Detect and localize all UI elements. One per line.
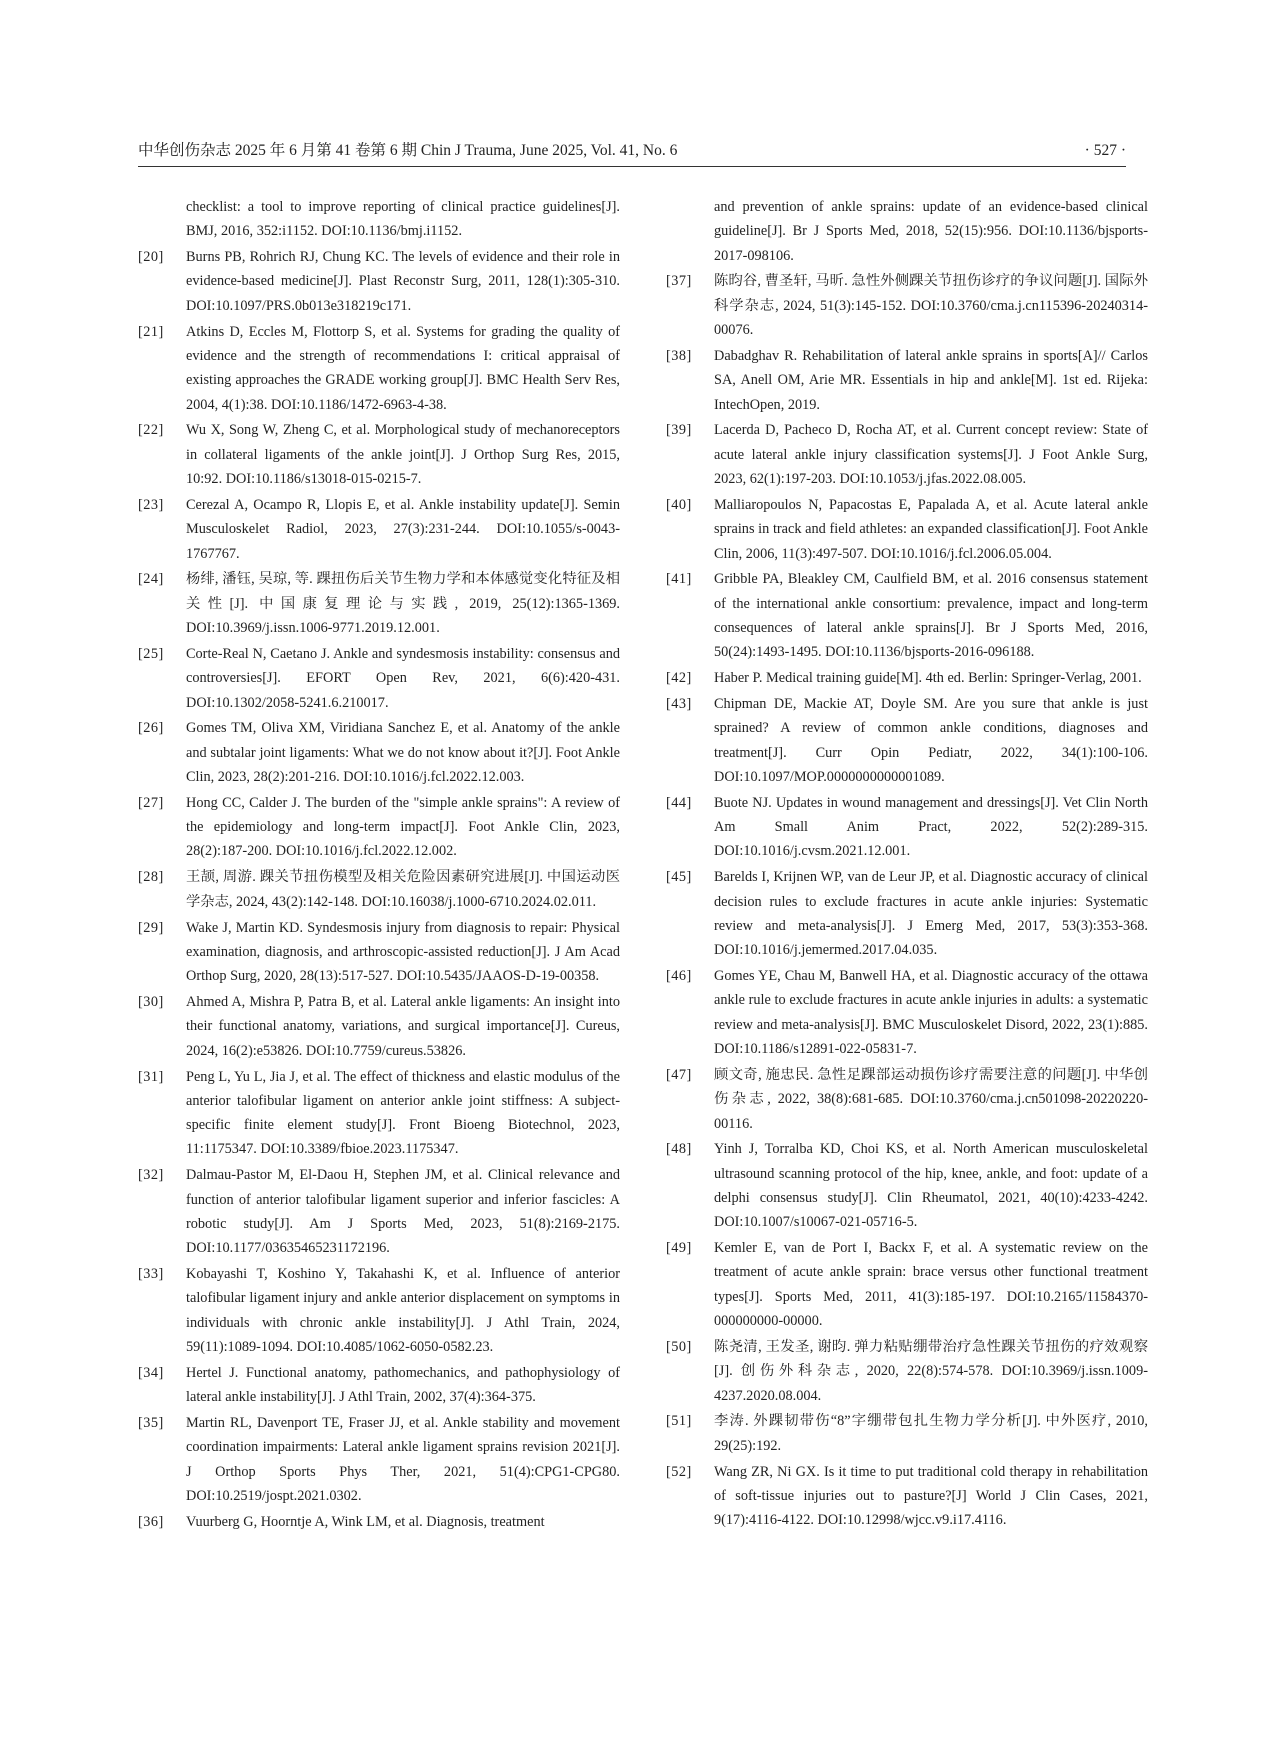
- reference-text: Gomes TM, Oliva XM, Viridiana Sanchez E, et al. Anatomy of the ankle and subtalar joint ligaments: What we do not know about it?[J]. Foot Ankle Clin, 2023, 28(2):201-216. DOI:10.1016/j.fcl.2022.12.003.: [186, 720, 620, 785]
- reference-text: Gribble PA, Bleakley CM, Caulfield BM, et al. 2016 consensus statement of the international ankle consortium: prevalence, impact and long-term consequences of lateral ankle sprains[J]. Br J Sports Med, 2016, 50(24):1493-1495. DOI:10.1136/bjsports-2016-096188.: [714, 571, 1148, 661]
- reference-text: Hong CC, Calder J. The burden of the "simple ankle sprains": A review of the epidemiology and long-term impact[J]. Foot Ankle Clin, 2023, 28(2):187-200. DOI:10.1016/j.fcl.2022.12.002.: [186, 794, 620, 860]
- reference-entry: [666, 418, 1148, 491]
- reference-text: Wang ZR, Ni GX. Is it time to put traditional cold therapy in rehabilitation of soft-tissue injuries out to pasture?[J] World J Clin Cases, 2021, 9(17):4116-4122. DOI:10.12998/wjcc.v9.i17.4116.: [714, 1463, 1148, 1529]
- reference-number: [27]: [138, 794, 164, 811]
- reference-entry: [666, 1063, 1148, 1136]
- reference-entry: [666, 1335, 1148, 1408]
- reference-number: [23]: [138, 496, 164, 513]
- reference-entry: [138, 642, 620, 715]
- reference-text: Martin RL, Davenport TE, Fraser JJ, et al. Ankle stability and movement coordination impairments: Lateral ankle ligament sprains revision 2021[J]. J Orthop Sports Phys Ther, 2021, 51(4):CPG1-CPG80. DOI:10.2519/jospt.2021.0302.: [186, 1415, 620, 1504]
- reference-number: [29]: [138, 919, 164, 936]
- page-number: · 527 ·: [1084, 142, 1126, 159]
- reference-column-left: [138, 195, 620, 1536]
- reference-entry: [138, 245, 620, 318]
- reference-text: Dalmau-Pastor M, El-Daou H, Stephen JM, et al. Clinical relevance and function of anterior talofibular ligament superior and inferior fascicles: A robotic study[J]. Am J Sports Med, 2023, 51(8):2169-2175. DOI:10.1177/03635465231172196.: [186, 1167, 620, 1257]
- reference-number: [42]: [666, 670, 692, 687]
- reference-entry: [666, 1236, 1148, 1333]
- reference-text: 陈尧清, 王发圣, 谢昀. 弹力粘贴绷带治疗急性踝关节扭伤的疗效观察[J]. 创伤外科杂志, 2020, 22(8):574-578. DOI:10.3969/j.issn.1009-4237.2020.08.004.: [714, 1338, 1148, 1404]
- reference-entry: [138, 567, 620, 640]
- reference-entry: [666, 195, 1148, 268]
- reference-text: 李涛. 外踝韧带伤“8”字绷带包扎生物力学分析[J]. 中外医疗, 2010, 29(25):192.: [714, 1413, 1148, 1454]
- reference-text: 顾文奇, 施忠民. 急性足踝部运动损伤诊疗需要注意的问题[J]. 中华创伤杂志, 2022, 38(8):681-685. DOI:10.3760/cma.j.cn501098-20220220-00116.: [714, 1066, 1148, 1132]
- reference-number: [25]: [138, 645, 164, 662]
- journal-citation-header: 中华创伤杂志 2025 年 6 月第 41 卷第 6 期 Chin J Trauma, June 2025, Vol. 41, No. 6: [138, 142, 678, 159]
- reference-text: Peng L, Yu L, Jia J, et al. The effect of thickness and elastic modulus of the anterior talofibular ligament on anterior ankle joint stiffness: A subject-specific finite element study[J]. Front Bioeng Biotechnol, 2023, 11:1175347. DOI:10.3389/fbioe.2023.1175347.: [186, 1068, 620, 1158]
- reference-entry: [138, 1262, 620, 1359]
- reference-text: Dabadghav R. Rehabilitation of lateral ankle sprains in sports[A]// Carlos SA, Anell OM, Arie MR. Essentials in hip and ankle[M]. 1st ed. Rijeka: IntechOpen, 2019.: [714, 347, 1148, 413]
- reference-entry: [138, 493, 620, 566]
- reference-number: [38]: [666, 347, 692, 364]
- reference-text: Lacerda D, Pacheco D, Rocha AT, et al. Current concept review: State of acute lateral ankle injury classification systems[J]. J Foot Ankle Surg, 2023, 62(1):197-203. DOI:10.1053/j.jfas.2022.08.005.: [714, 422, 1148, 488]
- reference-number: [35]: [138, 1415, 164, 1432]
- reference-number: [47]: [666, 1066, 692, 1083]
- reference-entry: [666, 567, 1148, 664]
- reference-number: [43]: [666, 696, 692, 713]
- reference-number: [30]: [138, 994, 164, 1011]
- reference-number: [39]: [666, 422, 692, 439]
- reference-text: Burns PB, Rohrich RJ, Chung KC. The levels of evidence and their role in evidence-based medicine[J]. Plast Reconstr Surg, 2011, 128(1):305-310. DOI:10.1097/PRS.0b013e318219c171.: [186, 249, 620, 314]
- reference-text: Barelds I, Krijnen WP, van de Leur JP, et al. Diagnostic accuracy of clinical decision rules to exclude fractures in acute ankle injuries: Systematic review and meta-analysis[J]. J Emerg Med, 2017, 53(3):353-368. DOI:10.1016/j.jemermed.2017.04.035.: [714, 869, 1148, 959]
- reference-text: Corte-Real N, Caetano J. Ankle and syndesmosis instability: consensus and controversies[J]. EFORT Open Rev, 2021, 6(6):420-431. DOI:10.1302/2058-5241.6.210017.: [186, 645, 620, 711]
- reference-text: 杨绯, 潘钰, 吴琼, 等. 踝扭伤后关节生物力学和本体感觉变化特征及相关性[J]. 中国康复理论与实践, 2019, 25(12):1365-1369. DOI:10.3969/j.issn.1006-9771.2019.12.001.: [186, 571, 620, 637]
- reference-entry: [138, 418, 620, 491]
- reference-text: Hertel J. Functional anatomy, pathomechanics, and pathophysiology of lateral ankle instability[J]. J Athl Train, 2002, 37(4):364-375.: [186, 1364, 620, 1406]
- reference-number: [48]: [666, 1141, 692, 1158]
- running-header: [138, 140, 1126, 167]
- reference-text: Haber P. Medical training guide[M]. 4th ed. Berlin: Springer-Verlag, 2001.: [714, 670, 1142, 687]
- reference-text: Yinh J, Torralba KD, Choi KS, et al. North American musculoskeletal ultrasound scanning protocol of the hip, knee, ankle, and foot: update of a delphi consensus study[J]. Clin Rheumatol, 2021, 40(10):4233-4242. DOI:10.1007/s10067-021-05716-5.: [714, 1141, 1148, 1231]
- reference-text: 陈昀谷, 曹圣轩, 马昕. 急性外侧踝关节扭伤诊疗的争议问题[J]. 国际外科学杂志, 2024, 51(3):145-152. DOI:10.3760/cma.j.cn115396-20240314-00076.: [714, 273, 1148, 339]
- reference-number: [22]: [138, 422, 164, 439]
- reference-text: Atkins D, Eccles M, Flottorp S, et al. Systems for grading the quality of evidence and the strength of recommendations I: critical appraisal of existing approaches the GRADE working group[J]. BMC Health Serv Res, 2004, 4(1):38. DOI:10.1186/1472-6963-4-38.: [186, 323, 620, 413]
- reference-entry: [666, 1137, 1148, 1234]
- reference-entry: [138, 865, 620, 914]
- reference-column-right: [666, 195, 1148, 1534]
- reference-entry: [138, 791, 620, 864]
- reference-entry: [666, 865, 1148, 962]
- reference-entry: [666, 791, 1148, 864]
- reference-number: [41]: [666, 571, 692, 588]
- reference-entry: [138, 1411, 620, 1508]
- reference-entry: [666, 1460, 1148, 1533]
- reference-number: [32]: [138, 1167, 164, 1184]
- reference-number: [49]: [666, 1240, 692, 1257]
- reference-entry: [666, 692, 1148, 789]
- reference-number: [24]: [138, 571, 164, 588]
- reference-entry: [666, 1409, 1148, 1458]
- reference-entry: [666, 344, 1148, 417]
- reference-number: [46]: [666, 968, 692, 985]
- reference-text: Vuurberg G, Hoorntje A, Wink LM, et al. Diagnosis, treatment: [186, 1513, 545, 1530]
- reference-number: [36]: [138, 1513, 164, 1530]
- reference-entry: [666, 493, 1148, 566]
- reference-number: [31]: [138, 1068, 164, 1085]
- reference-text: Wu X, Song W, Zheng C, et al. Morphological study of mechanoreceptors in collateral ligaments of the ankle joint[J]. J Orthop Surg Res, 2015, 10:92. DOI:10.1186/s13018-015-0215-7.: [186, 422, 620, 488]
- reference-entry: [138, 1065, 620, 1162]
- reference-text: Malliaropoulos N, Papacostas E, Papalada A, et al. Acute lateral ankle sprains in track and field athletes: an expanded classification[J]. Foot Ankle Clin, 2006, 11(3):497-507. DOI:10.1016/j.fcl.2006.05.004.: [714, 496, 1148, 562]
- reference-text: Kemler E, van de Port I, Backx F, et al. A systematic review on the treatment of acute ankle sprain: brace versus other functional treatment types[J]. Sports Med, 2011, 41(3):185-197. DOI:10.2165/11584370-000000000-00000.: [714, 1240, 1148, 1330]
- reference-text: Buote NJ. Updates in wound management and dressings[J]. Vet Clin North Am Small Anim Pract, 2022, 52(2):289-315. DOI:10.1016/j.cvsm.2021.12.001.: [714, 794, 1148, 860]
- reference-number: [44]: [666, 794, 692, 811]
- reference-text: checklist: a tool to improve reporting of clinical practice guidelines[J]. BMJ, 2016, 352:i1152. DOI:10.1136/bmj.i1152.: [186, 199, 620, 240]
- reference-number: [26]: [138, 720, 164, 737]
- reference-number: [34]: [138, 1364, 164, 1381]
- reference-text: Kobayashi T, Koshino Y, Takahashi K, et al. Influence of anterior talofibular ligament injury and ankle anterior displacement on symptoms in individuals with chronic ankle instability[J]. J Athl Train, 2024, 59(11):1089-1094. DOI:10.4085/1062-6050-0582.23.: [186, 1266, 620, 1355]
- reference-number: [21]: [138, 323, 164, 340]
- reference-text: and prevention of ankle sprains: update of an evidence-based clinical guideline[J]. Br J Sports Med, 2018, 52(15):956. DOI:10.1136/bjsports-2017-098106.: [714, 199, 1148, 264]
- reference-entry: [138, 1163, 620, 1260]
- reference-entry: [138, 916, 620, 989]
- reference-entry: [666, 964, 1148, 1061]
- reference-number: [37]: [666, 273, 692, 290]
- reference-entry: [138, 990, 620, 1063]
- reference-number: [45]: [666, 869, 692, 886]
- reference-number: [52]: [666, 1463, 692, 1480]
- reference-text: Cerezal A, Ocampo R, Llopis E, et al. Ankle instability update[J]. Semin Musculoskelet Radiol, 2023, 27(3):231-244. DOI:10.1055/s-0043-1767767.: [186, 496, 620, 562]
- reference-number: [51]: [666, 1413, 692, 1430]
- reference-text: Wake J, Martin KD. Syndesmosis injury from diagnosis to repair: Physical examination, diagnosis, and arthroscopic-assisted reduction[J]. J Am Acad Orthop Surg, 2020, 28(13):517-527. DOI:10.5435/JAAOS-D-19-00358.: [186, 919, 620, 985]
- reference-text: Gomes YE, Chau M, Banwell HA, et al. Diagnostic accuracy of the ottawa ankle rule to exclude fractures in acute ankle injuries in adults: a systematic review and meta-analysis[J]. BMC Musculoskelet Disord, 2022, 23(1):885. DOI:10.1186/s12891-022-05831-7.: [714, 968, 1148, 1058]
- reference-entry: [138, 1510, 620, 1534]
- reference-entry: [138, 320, 620, 417]
- reference-number: [33]: [138, 1266, 164, 1283]
- reference-entry: [138, 195, 620, 244]
- reference-entry: [666, 666, 1148, 690]
- reference-number: [28]: [138, 869, 164, 886]
- reference-entry: [138, 716, 620, 789]
- reference-text: 王颉, 周游. 踝关节扭伤模型及相关危险因素研究进展[J]. 中国运动医学杂志, 2024, 43(2):142-148. DOI:10.16038/j.1000-6710.2024.02.011.: [186, 869, 620, 910]
- reference-number: [50]: [666, 1338, 692, 1355]
- reference-entry: [666, 269, 1148, 342]
- reference-text: Ahmed A, Mishra P, Patra B, et al. Lateral ankle ligaments: An insight into their functional anatomy, variations, and surgical importance[J]. Cureus, 2024, 16(2):e53826. DOI:10.7759/cureus.53826.: [186, 994, 620, 1059]
- reference-entry: [138, 1361, 620, 1410]
- reference-number: [40]: [666, 496, 692, 513]
- reference-number: [20]: [138, 249, 164, 266]
- reference-text: Chipman DE, Mackie AT, Doyle SM. Are you sure that ankle is just sprained? A review of common ankle conditions, diagnoses and treatment[J]. Curr Opin Pediatr, 2022, 34(1):100-106. DOI:10.1097/MOP.0000000000001089.: [714, 696, 1148, 785]
